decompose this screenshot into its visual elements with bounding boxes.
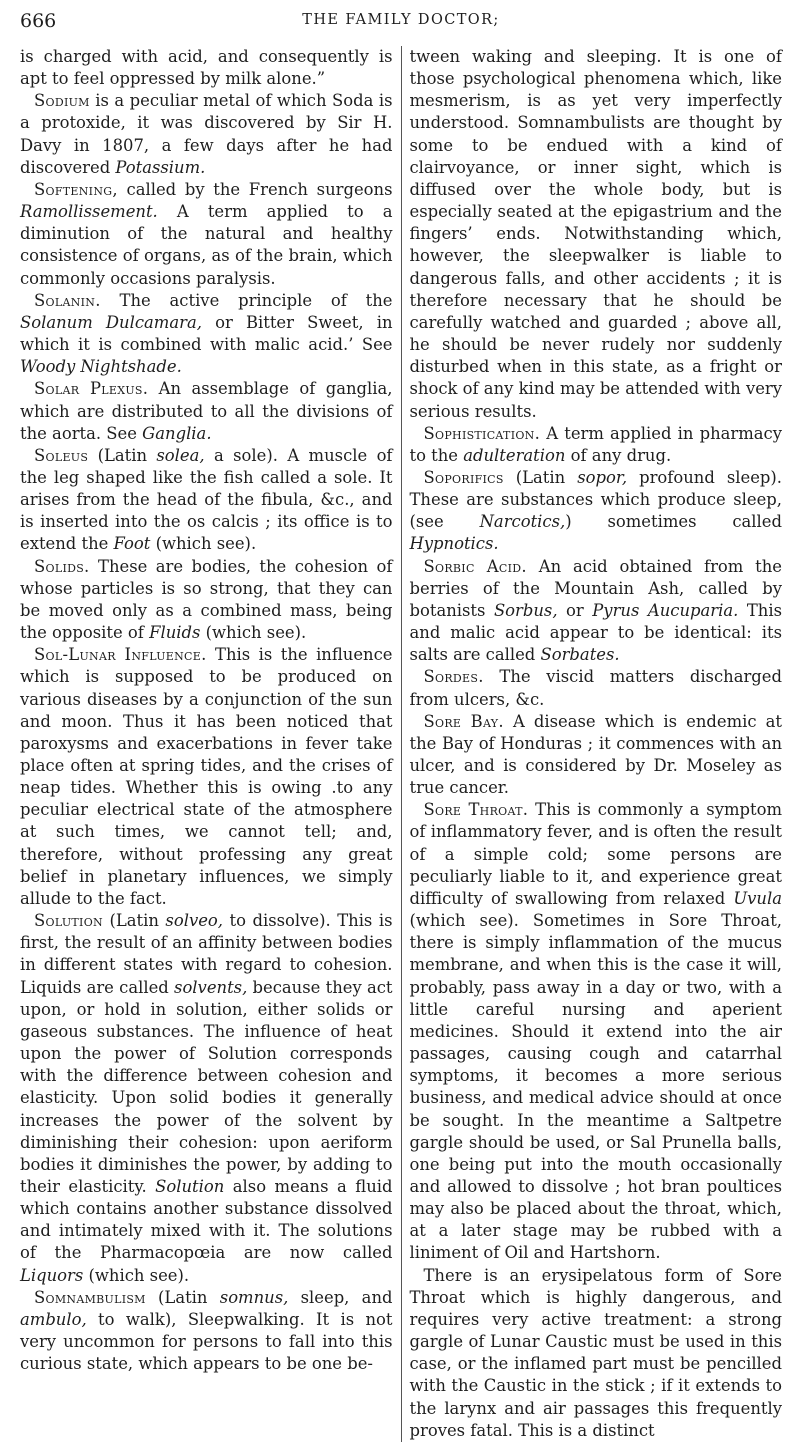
entry-headword: Sore Bay.	[423, 711, 504, 731]
entry-italic-text: Foot	[113, 534, 151, 554]
entry-text: tween waking and sleeping. It is one of those psychological phenomena which, like mesmerism, is as yet very imperfectly understood. Somnambulists are thought by some to be endued with a kind of clairvoyance, or inner sight, which is diffused over the whole body, but is especially seated at the epigastrium and the fingers’ ends. Notwithstanding which, however, the sleepwalker is liable to dangerous falls, and other accidents ; it is therefore necessary that he should be carefully watched and guarded ; above all, he should be never rudely nor suddenly disturbed when in this state, as a fright or shock of any kind may be attended with very serious results.	[409, 47, 782, 421]
dictionary-entry	[410, 799, 783, 1264]
entry-text: because they act upon, or hold in solution, either solids or gaseous substances. The influence of heat upon the power of Solution corresponds with the difference between cohesion and elasticity. Upon solid bodies it generally increases the power of the solvent by diminishing their cohesion: upon aeriform bodies it diminishes the power, by adding to their elasticity.	[20, 977, 393, 1196]
entry-italic-text: Solanum Dulcamara,	[20, 312, 202, 332]
entry-text: This and malic acid appear to be identical: its salts are called	[409, 600, 782, 665]
entry-text: (which see).	[200, 623, 307, 643]
entry-headword: Sol-Lunar Influence.	[34, 645, 207, 665]
entry-text: An assemblage of ganglia, which are distributed to all the divisions of the aorta. See	[20, 379, 393, 443]
entry-italic-text: sopor,	[577, 467, 628, 487]
dictionary-entry	[20, 46, 393, 90]
entry-text: ) sometimes called	[565, 512, 782, 532]
entry-headword: Sordes.	[423, 667, 484, 687]
entry-headword: Sophistication.	[423, 423, 541, 443]
entry-headword: Soleus	[34, 445, 89, 465]
entry-italic-text: Sorbus,	[493, 600, 558, 620]
entry-text: This is commonly a symptom of inflammatory fever, and is often the result of a simple cold; some persons are peculiarly liable to it, and experience great difficulty of swallowing from relaxed	[409, 800, 782, 908]
entry-italic-text: solveo,	[165, 911, 223, 931]
entry-italic-text: Ganglia.	[142, 423, 212, 443]
entry-italic-text: Narcotics,	[479, 512, 566, 532]
entry-headword: Solution	[34, 911, 103, 931]
dictionary-entry	[410, 556, 783, 667]
entry-text: or	[557, 600, 593, 620]
entry-italic-text: Potassium.	[115, 157, 206, 177]
entry-italic-text: ambulo,	[20, 1309, 87, 1329]
entry-text: A term applied to a diminution of the natural and healthy consistence of organs, as of the brain, which commonly occasions paralysis.	[20, 202, 393, 288]
entry-text: This is the influence which is supposed to be produced on various diseases by a conjunction of the sun and moon. Thus it has been noticed that paroxysms and exacerbations in fever take place often at spring tides, and the crises of neap tides. Whether this is owing .to any peculiar electrical state of the atmosphere at such times, we cannot tell; and, therefore, without professing any great belief in planetary influences, we simply allude to the fact.	[20, 645, 393, 908]
entry-headword: Solar Plexus.	[34, 379, 149, 399]
entry-text: also means a fluid which contains another substance dissolved and intimately mixed with it. The solutions of the Pharmacopœia are now called	[20, 1176, 393, 1263]
entry-italic-text: Pyrus Aucuparia.	[592, 600, 739, 620]
entry-italic-text: Hypnotics.	[409, 534, 499, 554]
dictionary-entry	[410, 1265, 783, 1442]
entry-text: (which see).	[150, 534, 257, 554]
dictionary-entry	[20, 179, 393, 290]
dictionary-entry	[20, 290, 393, 379]
entry-italic-text: Sorbates.	[540, 645, 620, 665]
columns	[20, 46, 782, 1442]
entry-text: A term applied in pharmacy to the	[409, 423, 782, 465]
entry-italic-text: Liquors	[20, 1265, 84, 1285]
entry-italic-text: Uvula	[733, 888, 782, 908]
entry-text: An acid obtained from the berries of the Mountain Ash, called by botanists	[409, 556, 783, 620]
entry-italic-text: Fluids	[149, 623, 201, 643]
entry-text: (which see).	[83, 1265, 190, 1285]
entry-text: is a peculiar metal of which Soda is a protoxide, it was discovered by Sir H. Davy in 1807, a few days after he had discovered	[20, 91, 393, 177]
entry-italic-text: solea,	[156, 445, 205, 465]
entry-text: (Latin	[503, 467, 578, 487]
entry-headword: Sore Throat.	[423, 800, 529, 820]
entry-text: to dissolve). This is first, the result of an affinity between bodies in different states with regard to cohesion. Liquids are called	[20, 911, 393, 997]
dictionary-entry	[20, 90, 393, 179]
entry-text: The active principle of the	[100, 290, 393, 310]
running-title: THE FAMILY DOCTOR;	[302, 12, 500, 28]
entry-text: A disease which is endemic at the Bay of Honduras ; it commences with an ulcer, and is considered by Dr. Moseley as true cancer.	[409, 711, 782, 798]
entry-headword: Sodium	[34, 91, 90, 111]
entry-italic-text: somnus,	[219, 1287, 289, 1307]
dictionary-entry	[20, 1287, 393, 1376]
dictionary-entry	[410, 666, 783, 710]
entry-headword: Softening,	[34, 179, 118, 199]
entry-text: The viscid matters discharged from ulcers, &c.	[409, 667, 782, 709]
entry-text: is charged with acid, and consequently is apt to feel oppressed by milk alone.”	[20, 47, 393, 89]
left-column	[20, 46, 402, 1442]
page-header	[20, 10, 782, 32]
entry-text: called by the French surgeons	[117, 179, 393, 199]
entry-headword: Somnambulism	[34, 1287, 146, 1307]
entry-text: (Latin	[102, 911, 166, 931]
entry-headword: Soporifics	[423, 467, 504, 487]
dictionary-entry	[410, 711, 783, 800]
entry-text: or Bitter Sweet, in which it is combined with malic acid.’ See	[20, 312, 393, 355]
entry-text: These are bodies, the cohesion of whose particles is so strong, that they can be moved only as a combined mass, being the opposite of	[20, 556, 393, 643]
entry-text: of any drug.	[565, 445, 672, 465]
entry-text: profound sleep). These are substances which produce sleep, (see	[409, 467, 783, 532]
right-column	[410, 46, 783, 1442]
entry-text: (which see). Sometimes in Sore Throat, there is simply inflammation of the mucus membrane, and when this is the case it will, probably, pass away in a day or two, with a little careful nursing and aperient medicines. Should it extend into the air passages, causing cough and catarrhal symptoms, it becomes a more serious business, and medical advice should at once be sought. In the meantime a Saltpetre gargle should be used, or Sal Prunella balls, one being put into the mouth occasionally and allowed to dissolve ; hot bran poultices may also be placed about the throat, which, at a later stage may be rubbed with a liniment of Oil and Hartshorn.	[409, 911, 782, 1263]
entry-text: (Latin	[88, 445, 157, 465]
dictionary-entry	[410, 46, 783, 423]
entry-text: a sole). A muscle of the leg shaped like the fish called a sole. It arises from the head of the fibula, &c., and is inserted into the os calcis ; its office is to extend the	[20, 445, 393, 554]
dictionary-entry	[410, 423, 783, 467]
entry-italic-text: adulteration	[463, 445, 566, 465]
entry-text: to walk), Sleepwalking. It is not very uncommon for persons to fall into this curious state, which appears to be one be-	[20, 1309, 393, 1374]
entry-text: (Latin	[145, 1287, 220, 1307]
entry-headword: Solanin.	[34, 290, 101, 310]
entry-headword: Solids.	[34, 556, 90, 576]
entry-headword: Sorbic Acid.	[423, 556, 527, 576]
dictionary-entry	[20, 378, 393, 444]
dictionary-entry	[410, 467, 783, 556]
dictionary-entry	[20, 910, 393, 1287]
entry-text: sleep, and	[288, 1287, 393, 1307]
entry-italic-text: Ramollissement.	[20, 202, 158, 222]
dictionary-entry	[20, 644, 393, 910]
dictionary-entry	[20, 556, 393, 645]
entry-italic-text: Solution	[155, 1176, 225, 1196]
dictionary-entry	[20, 445, 393, 556]
entry-italic-text: solvents,	[174, 977, 248, 997]
entry-italic-text: Woody Nightshade.	[20, 357, 182, 377]
entry-text: There is an erysipelatous form of Sore Throat which is highly dangerous, and requires very active treatment: a strong gargle of Lunar Caustic must be used in this case, or the inflamed part must be pencilled with the Caustic in the stick ; if it extends to the larynx and air passages this frequently proves fatal. This is a distinct	[409, 1265, 782, 1440]
page-number: 666	[20, 10, 57, 32]
